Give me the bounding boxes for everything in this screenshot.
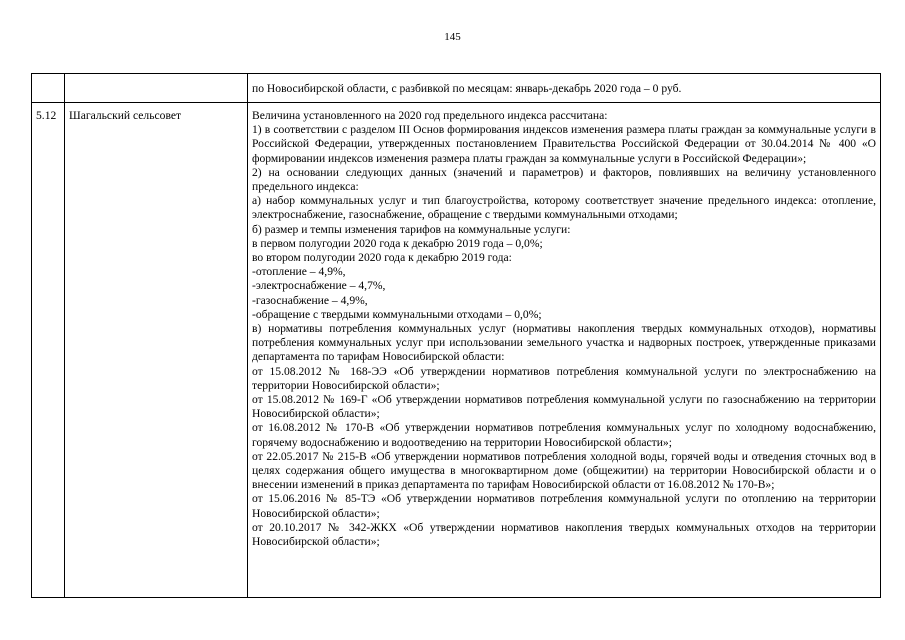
paragraph: от 16.08.2012 № 170-В «Об утверждении нормативов потребления коммунальных услуг по холодному водоснабжению, горячему водоснабжению и водоотведению на территории Новосибирской области»; bbox=[252, 421, 876, 449]
paragraph: -обращение с твердыми коммунальными отходами – 0,0%; bbox=[252, 307, 542, 321]
paragraph: б) размер и темпы изменения тарифов на коммунальные услуги: bbox=[252, 222, 571, 236]
paragraph: Величина установленного на 2020 год предельного индекса рассчитана: bbox=[252, 109, 608, 122]
paragraph: от 22.05.2017 № 215-В «Об утверждении нормативов потребления холодной воды, горячей воды и отведения сточных вод в целях содержания общего имущества в многоквартирном доме (общежитии) на территории Новосибирской области и о внесении изменений в приказ департамента по тарифам Новосибирской области от 16.08.2012 № 170-В»; bbox=[252, 449, 876, 492]
paragraph: 2) на основании следующих данных (значений и параметров) и факторов, повлиявших на величину установленного предельного индекса: bbox=[252, 165, 876, 194]
page-number: 145 bbox=[444, 31, 461, 43]
paragraph: -отопление – 4,9%, bbox=[252, 265, 346, 279]
paragraph: а) набор коммунальных услуг и тип благоустройства, которому соответствует значение предельного индекса: отопление, электроснабжение, газоснабжение, обращение с твердыми коммунальными отходами; bbox=[252, 194, 876, 222]
paragraph: от 15.06.2016 № 85-ТЭ «Об утверждении нормативов потребления коммунальной услуги по отоплению на территории Новосибирской области»; bbox=[252, 492, 876, 520]
row-number-cell: 5.12 bbox=[32, 103, 65, 598]
table-row-continuation bbox=[32, 74, 881, 103]
description-cell: по Новосибирской области, с разбивкой по месяцам: январь-декабрь 2020 года – 0 руб. bbox=[248, 74, 881, 103]
paragraph: в первом полугодии 2020 года к декабрю 2019 года – 0,0%; bbox=[252, 236, 543, 250]
paragraph: 1) в соответствии с разделом III Основ формирования индексов изменения размера платы граждан за коммунальные услуги в Российской Федерации, утвержденных постановлением Правительства Российской Федерации от 30.04.2014 № 400 «О формировании индексов изменения размера платы граждан за коммунальные услуги в Российской Федерации»; bbox=[252, 123, 876, 165]
row-number-cell bbox=[32, 74, 65, 103]
paragraph: во втором полугодии 2020 года к декабрю 2019 года: bbox=[252, 251, 512, 265]
paragraph: от 20.10.2017 № 342-ЖКХ «Об утверждении нормативов накопления твердых коммунальных отходов на территории Новосибирской области»; bbox=[252, 520, 876, 549]
paragraph: -газоснабжение – 4,9%, bbox=[252, 293, 368, 307]
paragraph: от 15.08.2012 № 169-Г «Об утверждении нормативов потребления коммунальной услуги по газоснабжению на территории Новосибирской области»; bbox=[252, 393, 876, 421]
index-table bbox=[31, 73, 881, 598]
description-cell bbox=[248, 103, 881, 598]
paragraph: -электроснабжение – 4,7%, bbox=[252, 279, 386, 293]
paragraph: в) нормативы потребления коммунальных услуг (нормативы накопления твердых коммунальных отходов), нормативы потребления коммунальных услуг при использовании земельного участка и надворных построек, утвержденные приказами департамента по тарифам Новосибирской области: bbox=[252, 322, 876, 364]
paragraph: от 15.08.2012 № 168-ЭЭ «Об утверждении нормативов потребления коммунальной услуги по электроснабжению на территории Новосибирской области»; bbox=[252, 364, 876, 392]
municipality-cell bbox=[65, 74, 248, 103]
municipality-cell: Шагальский сельсовет bbox=[65, 103, 248, 598]
table-row-5-12 bbox=[32, 103, 881, 598]
